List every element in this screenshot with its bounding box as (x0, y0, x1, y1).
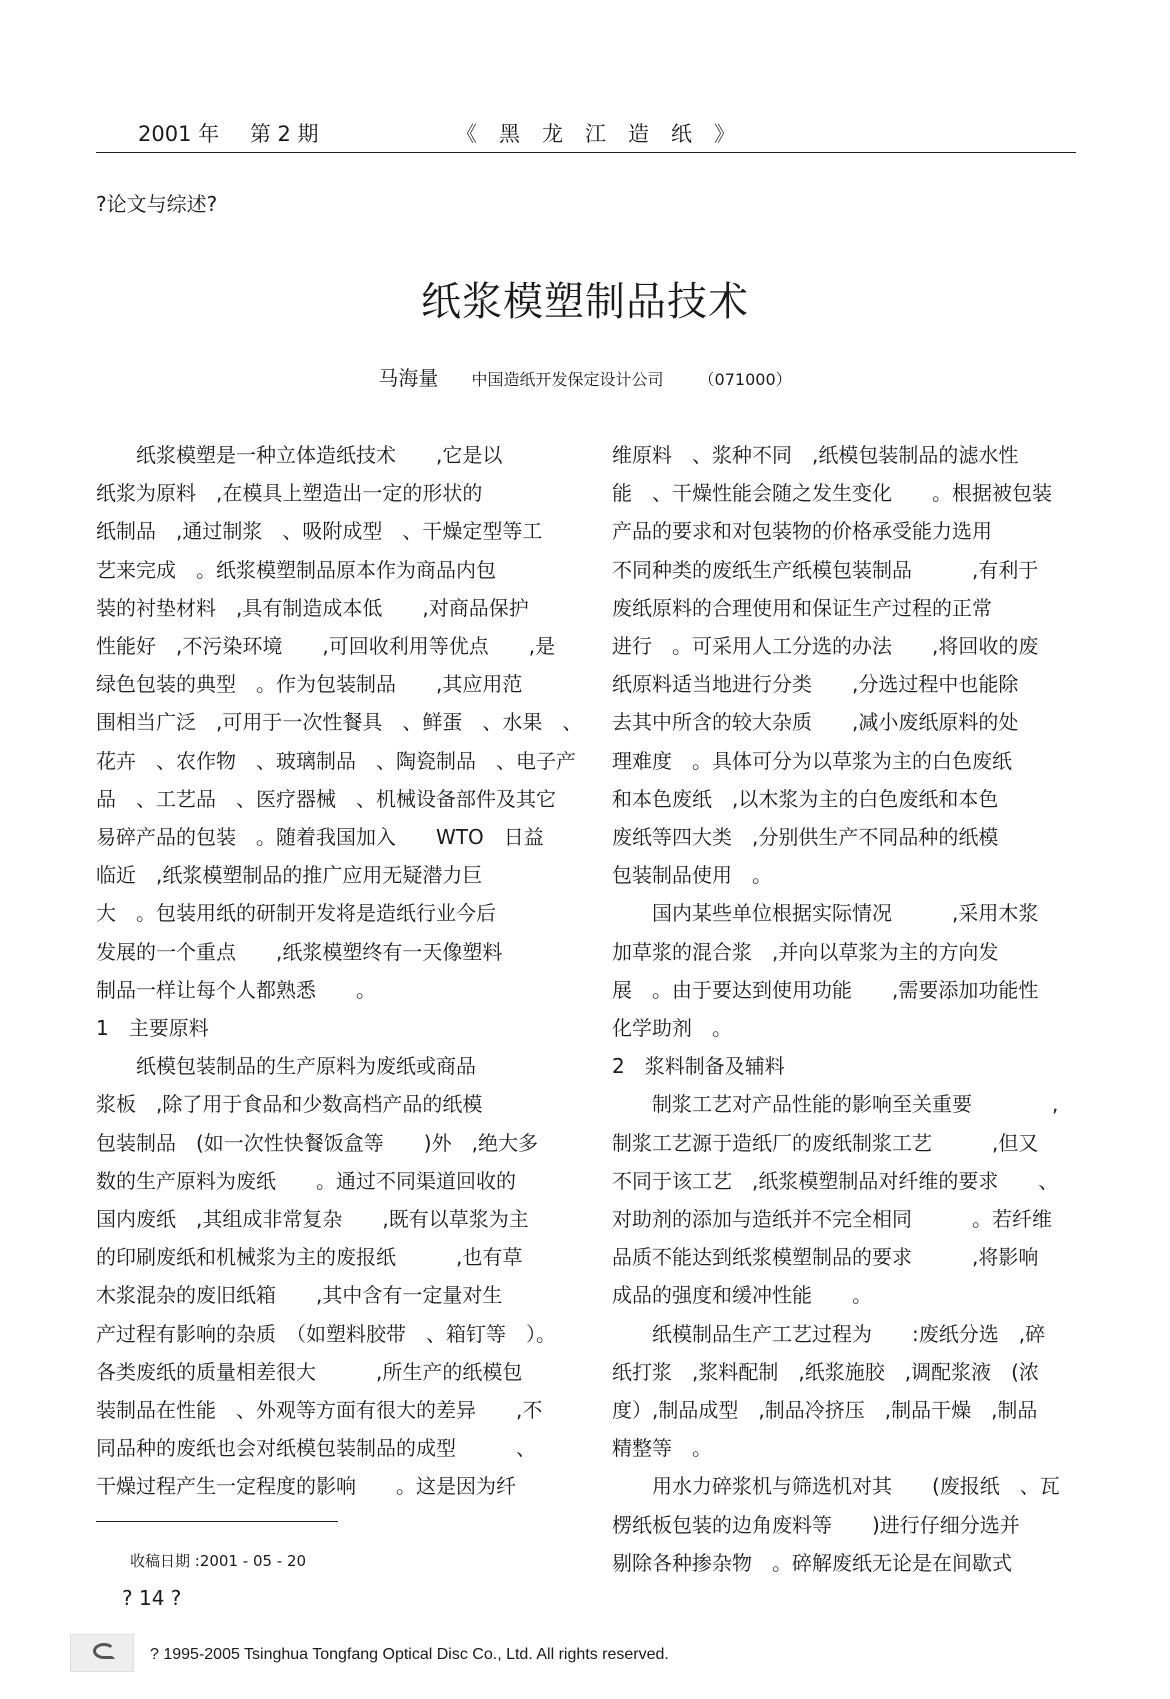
text-line: 进行 。可采用人工分选的办法 ,将回收的废 (612, 634, 1039, 659)
text-line: 对助剂的添加与造纸并不完全相同 。若纤维 (612, 1207, 1052, 1232)
text-line: 纸浆模塑是一种立体造纸技术 ,它是以 (96, 443, 503, 467)
text-line: 制浆工艺源于造纸厂的废纸制浆工艺 ,但又 (612, 1130, 1039, 1155)
text-line: 临近 ,纸浆模塑制品的推广应用无疑潜力巨 (96, 863, 483, 888)
byline (0, 362, 1170, 391)
text-line: 废纸原料的合理使用和保证生产过程的正常 (612, 595, 992, 620)
text-line: 产过程有影响的杂质 （如塑料胶带 、箱钉等 ）。 (96, 1321, 556, 1346)
text-line: 成品的强度和缓冲性能 。 (612, 1283, 872, 1308)
text-line: 性能好 ,不污染环境 ,可回收利用等优点 ,是 (96, 634, 556, 659)
text-line: 绿色包装的典型 。作为包装制品 ,其应用范 (96, 672, 523, 697)
text-line: 纸模制品生产工艺过程为 :废纸分选 ,碎 (612, 1321, 1046, 1346)
year: 2001 年 (138, 122, 220, 146)
text-line: 同品种的废纸也会对纸模包装制品的成型 、 (96, 1436, 536, 1461)
text-line: 楞纸板包装的边角废料等 )进行仔细分选并 (612, 1512, 1020, 1537)
text-line: 纸浆为原料 ,在模具上塑造出一定的形状的 (96, 481, 483, 506)
section-label: ?论文与综述? (96, 192, 218, 216)
text-line: 制品一样让每个人都熟悉 。 (96, 977, 376, 1002)
text-line: 纸原料适当地进行分类 ,分选过程中也能除 (612, 672, 1019, 697)
footnote-divider (96, 1521, 338, 1522)
text-line: 浆板 ,除了用于食品和少数高档产品的纸模 (96, 1092, 483, 1117)
text-line: 数的生产原料为废纸 。通过不同渠道回收的 (96, 1168, 516, 1193)
text-line: 不同种类的废纸生产纸模包装制品 ,有利于 (612, 557, 1039, 582)
text-line: 装制品在性能 、外观等方面有很大的差异 ,不 (96, 1398, 543, 1423)
running-header (96, 112, 1076, 153)
text-line: 装的衬垫材料 ,具有制造成本低 ,对商品保护 (96, 595, 529, 620)
text-line: 废纸等四大类 ,分别供生产不同品种的纸模 (612, 825, 999, 850)
issue-info (138, 118, 343, 148)
text-line: 加草浆的混合浆 ,并向以草浆为主的方向发 (612, 939, 999, 964)
text-line: 和本色废纸 ,以木浆为主的白色废纸和本色 (612, 786, 999, 811)
text-line: 产品的要求和对包装物的价格承受能力选用 (612, 519, 992, 544)
issue-number: 第 2 期 (249, 122, 319, 146)
text-line: 包装制品使用 。 (612, 863, 772, 888)
text-line: 用水力碎浆机与筛选机对其 (废报纸 、瓦 (612, 1474, 1060, 1499)
postal-code: （071000） (698, 370, 792, 389)
text-line: 纸模包装制品的生产原料为废纸或商品 (96, 1054, 476, 1079)
page-number: ? 14 ? (122, 1586, 182, 1610)
text-line: 剔除各种掺杂物 。碎解废纸无论是在间歇式 (612, 1550, 1012, 1575)
text-line: 纸制品 ,通过制浆 、吸附成型 、干燥定型等工 (96, 519, 543, 544)
received-date: 收稿日期 :2001 - 05 - 20 (130, 1552, 307, 1570)
text-line: 国内废纸 ,其组成非常复杂 ,既有以草浆为主 (96, 1207, 529, 1232)
text-line: 化学助剂 。 (612, 1016, 732, 1041)
text-line: 包装制品 (如一次性快餐饭盒等 )外 ,绝大多 (96, 1130, 538, 1155)
author: 马海量 (378, 366, 439, 390)
left-column (96, 436, 583, 1506)
text-line: 围相当广泛 ,可用于一次性餐具 、鲜蛋 、水果 、 (96, 710, 583, 735)
text-line: 理难度 。具体可分为以草浆为主的白色废纸 (612, 748, 1012, 773)
text-line: 1 主要原料 (96, 1016, 209, 1041)
article-title: 纸浆模塑制品技术 (421, 279, 749, 325)
text-line: 能 、干燥性能会随之发生变化 。根据被包装 (612, 481, 1052, 506)
text-line: 大 。包装用纸的研制开发将是造纸行业今后 (96, 901, 496, 926)
right-column (612, 436, 1082, 1582)
copyright-notice: ? 1995-2005 Tsinghua Tongfang Optical Disc Co., Ltd. All rights reserved. (150, 1646, 669, 1663)
text-line: 易碎产品的包装 。随着我国加入 WTO 日益 (96, 825, 544, 850)
text-line: 发展的一个重点 ,纸浆模塑终有一天像塑料 (96, 939, 503, 964)
text-line: 制浆工艺对产品性能的影响至关重要 , (612, 1092, 1059, 1117)
text-line: 不同于该工艺 ,纸浆模塑制品对纤维的要求 、 (612, 1168, 1059, 1193)
text-line: 2 浆料制备及辅料 (612, 1054, 785, 1079)
text-line: 度）,制品成型 ,制品冷挤压 ,制品干燥 ,制品 (612, 1398, 1038, 1423)
text-line: 纸打浆 ,浆料配制 ,纸浆施胶 ,调配浆液 (浓 (612, 1359, 1039, 1384)
text-line: 艺来完成 。纸浆模塑制品原本作为商品内包 (96, 557, 496, 582)
text-line: 国内某些单位根据实际情况 ,采用木浆 (612, 901, 1039, 926)
text-line: 的印刷废纸和机械浆为主的废报纸 ,也有草 (96, 1245, 523, 1270)
text-line: 维原料 、浆种不同 ,纸模包装制品的滤水性 (612, 443, 1019, 467)
publisher-logo-icon (70, 1634, 134, 1672)
text-line: 木浆混杂的废旧纸箱 ,其中含有一定量对生 (96, 1283, 503, 1308)
text-line: 展 。由于要达到使用功能 ,需要添加功能性 (612, 977, 1039, 1002)
text-line: 花卉 、农作物 、玻璃制品 、陶瓷制品 、电子产 (96, 748, 576, 773)
text-line: 品质不能达到纸浆模塑制品的要求 ,将影响 (612, 1245, 1039, 1270)
text-line: 去其中所含的较大杂质 ,减小废纸原料的处 (612, 710, 1019, 735)
affiliation: 中国造纸开发保定设计公司 (471, 370, 664, 389)
text-line: 品 、工艺品 、医疗器械 、机械设备部件及其它 (96, 786, 556, 811)
text-line: 精整等 。 (612, 1436, 712, 1461)
journal-name: 《黑龙江造纸》 (456, 122, 757, 146)
text-line: 干燥过程产生一定程度的影响 。这是因为纤 (96, 1474, 516, 1499)
text-line: 各类废纸的质量相差很大 ,所生产的纸模包 (96, 1359, 523, 1384)
